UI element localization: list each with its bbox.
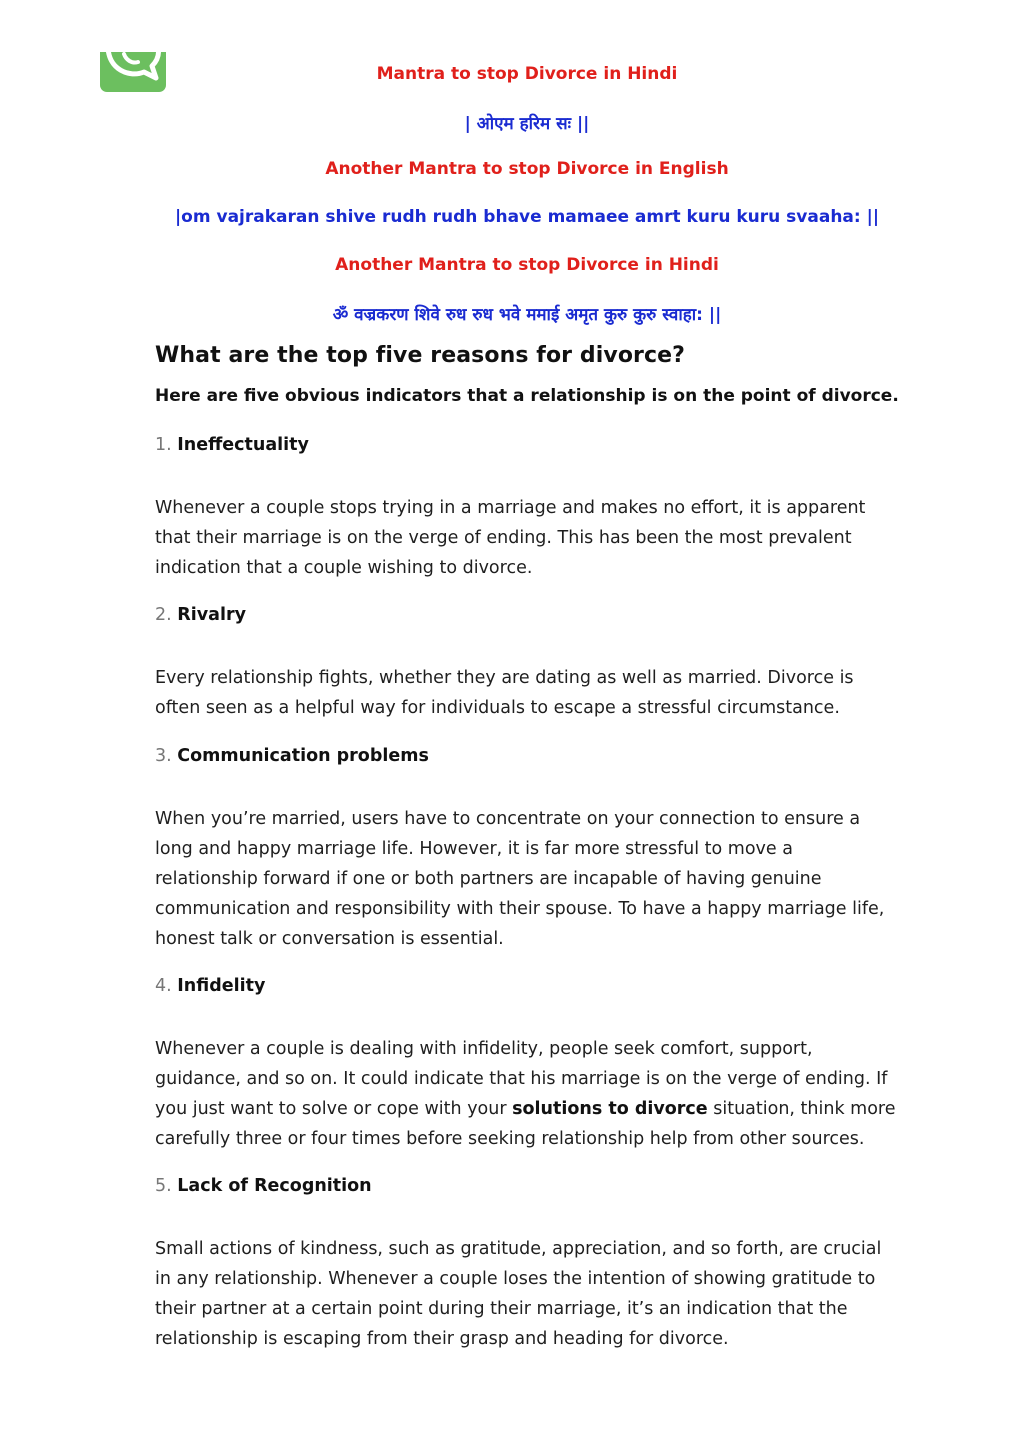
- reason-title: Rivalry: [177, 605, 247, 625]
- reason-body-3: When you’re married, users have to concentrate on your connection to ensure a long and happy marriage life. However, it is far more stressful to move a relationship forward if one or both partners are incapable of having genuine communication and responsibility with their spouse. To have a happy marriage life, honest talk or conversation is essential.: [155, 809, 885, 949]
- reason-title: Ineffectuality: [177, 435, 309, 455]
- reason-number: 3.: [155, 746, 172, 766]
- reason-body-4: [155, 1034, 900, 1154]
- reason-number: 2.: [155, 605, 172, 625]
- mantra-text-hindi-2: ॐ वज्रकरण शिवे रुध रुध भवे ममाई अमृत कुरु कुरु स्वाहा: ||: [332, 305, 722, 325]
- reason-title: Communication problems: [177, 746, 429, 766]
- mantra-heading-english: Another Mantra to stop Divorce in English: [325, 159, 729, 179]
- section-lead: Here are five obvious indicators that a relationship is on the point of divorce.: [155, 386, 899, 406]
- solutions-to-divorce-link[interactable]: solutions to divorce: [512, 1099, 708, 1119]
- section-heading-block: [155, 343, 900, 368]
- mantra-heading-hindi-2: Another Mantra to stop Divorce in Hindi: [335, 255, 719, 275]
- reason-body-2: Every relationship fights, whether they are dating as well as married. Divorce is often seen as a helpful way for individuals to escape a stressful circumstance.: [155, 668, 854, 718]
- reason-heading-2: [155, 605, 246, 625]
- reason-body-text: Whenever a couple is dealing with infidelity, people seek comfort, support, guidance, and so on. It could indicate that his marriage is on the verge of ending. If you just want to solve or cope with your: [155, 1039, 888, 1119]
- mantra-text-english: |om vajrakaran shive rudh rudh bhave mamaee amrt kuru kuru svaaha: ||: [174, 207, 880, 227]
- reason-number: 1.: [155, 435, 172, 455]
- mantra-text-hindi: | ओएम हरिम सः ||: [464, 114, 590, 134]
- reason-heading-5: [155, 1176, 372, 1196]
- reason-number: 4.: [155, 976, 172, 996]
- reason-body-1: Whenever a couple stops trying in a marriage and makes no effort, it is apparent that their marriage is on the verge of ending. This has been the most prevalent indication that a couple wishing to divorce.: [155, 498, 866, 578]
- reason-heading-4: [155, 976, 265, 996]
- mantra-heading-hindi: Mantra to stop Divorce in Hindi: [376, 64, 678, 84]
- reason-title: Infidelity: [177, 976, 266, 996]
- reason-number: 5.: [155, 1176, 172, 1196]
- reason-body-text: situation, think more carefully three or four times before seeking relationship help from other sources.: [155, 1099, 896, 1149]
- reason-heading-3: [155, 746, 429, 766]
- reason-heading-1: [155, 435, 309, 455]
- section-title: What are the top five reasons for divorce?: [155, 343, 686, 368]
- reason-body-5: Small actions of kindness, such as gratitude, appreciation, and so forth, are crucial in any relationship. Whenever a couple loses the intention of showing gratitude to their partner at a certain point during their marriage, it’s an indication that the relationship is escaping from their grasp and heading for divorce.: [155, 1239, 882, 1349]
- reason-title: Lack of Recognition: [177, 1176, 372, 1196]
